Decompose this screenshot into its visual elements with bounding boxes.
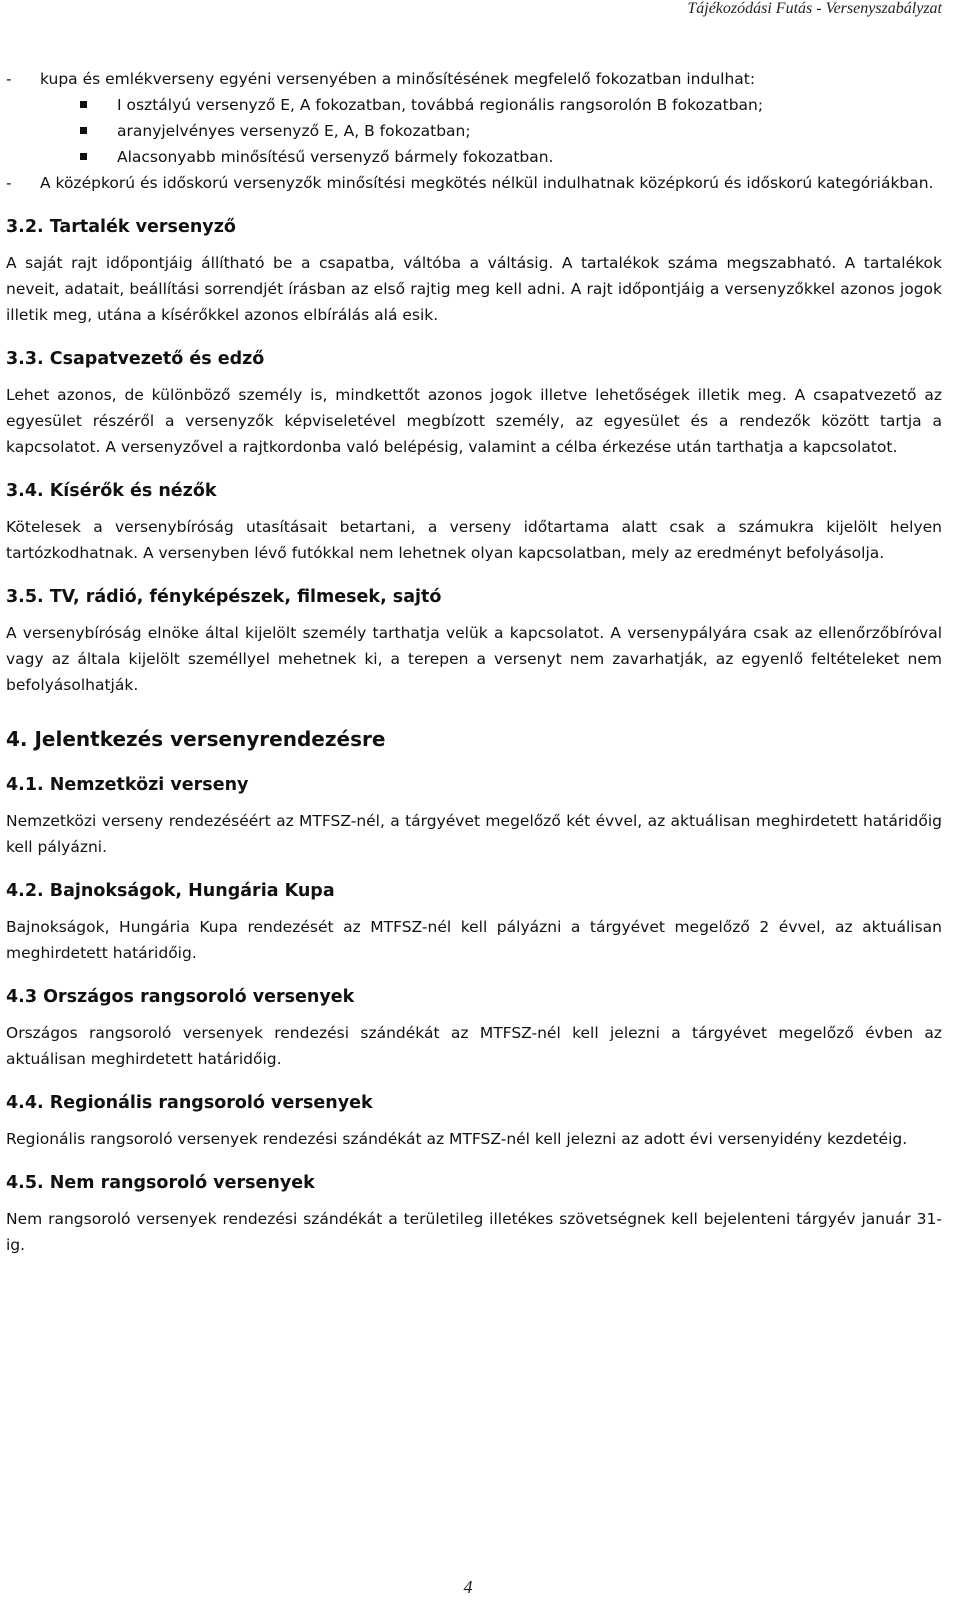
section-heading: 4.3 Országos rangsoroló versenyek (6, 987, 355, 1007)
section-paragraph: Regionális rangsoroló versenyek rendezési szándékát az MTFSZ-nél kell jelezni az adott évi versenyidény kezdetéig. (6, 1130, 908, 1148)
square-bullet-icon (80, 127, 87, 134)
bullet-text: I osztályú versenyző E, A fokozatban, továbbá regionális rangsorolón B fokozatban; (117, 96, 764, 114)
page-number: 4 (463, 1577, 473, 1597)
bullet-item (6, 118, 942, 144)
section-heading: 4.4. Regionális rangsoroló versenyek (6, 1093, 373, 1113)
section-heading: 3.5. TV, rádió, fényképészek, filmesek, sajtó (6, 587, 442, 607)
dash-item (6, 170, 942, 196)
section-heading: 4.2. Bajnokságok, Hungária Kupa (6, 881, 335, 901)
running-header: Tájékozódási Futás - Versenyszabályzat (687, 0, 942, 17)
section-heading: 3.4. Kísérők és nézők (6, 481, 217, 501)
dash-text: kupa és emlékverseny egyéni versenyében a minősítésének megfelelő fokozatban indulhat: (40, 70, 756, 88)
dash-text: A középkorú és időskorú versenyzők minősítési megkötés nélkül indulhatnak középkorú és időskorú kategóriákban. (40, 174, 934, 192)
section-heading: 3.3. Csapatvezető és edző (6, 349, 265, 369)
section-paragraph: A versenybíróság elnöke által kijelölt személy tarthatja velük a kapcsolatot. A versenypályára csak az ellenőrzőbíróval vagy az általa kijelölt személlyel mehetnek ki, a terepen a versenyt nem zavarhatják, az egyenlő feltételeket nem befolyásolhatják. (6, 624, 942, 694)
square-bullet-icon (80, 101, 87, 108)
section-heading: 4.5. Nem rangsoroló versenyek (6, 1173, 315, 1193)
section-paragraph: Nemzetközi verseny rendezéséért az MTFSZ-nél, a tárgyévet megelőző két évvel, az aktuálisan meghirdetett határidőig kell pályázni. (6, 812, 942, 856)
section-paragraph: A saját rajt időpontjáig állítható be a csapatba, váltóba a váltásig. A tartalékok száma megszabható. A tartalékok neveit, adatait, beállítási sorrendjét írásban az első rajtig meg kell adni. A rajt időpontjáig a versenyzőkkel azonos jogok illetik meg, utána a kísérőkkel azonos elbírálás alá esik. (6, 254, 942, 324)
chapter-heading: 4. Jelentkezés versenyrendezésre (6, 727, 386, 751)
section-paragraph: Kötelesek a versenybíróság utasításait betartani, a verseny időtartama alatt csak a számukra kijelölt helyen tartózkodhatnak. A versenyben lévő futókkal nem lehetnek olyan kapcsolatban, mely az eredményt befolyásolja. (6, 518, 942, 562)
bullet-text: aranyjelvényes versenyző E, A, B fokozatban; (117, 122, 471, 140)
bullet-text: Alacsonyabb minősítésű versenyző bármely fokozatban. (117, 148, 554, 166)
bullet-item (6, 92, 942, 118)
section-paragraph: Nem rangsoroló versenyek rendezési szándékát a területileg illetékes szövetségnek kell bejelenteni tárgyév január 31-ig. (6, 1210, 942, 1254)
document-body (6, 66, 942, 1258)
section-heading: 3.2. Tartalék versenyző (6, 217, 236, 237)
dash-marker: - (6, 70, 12, 88)
section-heading: 4.1. Nemzetközi verseny (6, 775, 249, 795)
section-paragraph: Országos rangsoroló versenyek rendezési szándékát az MTFSZ-nél kell jelezni a tárgyévet megelőző évben az aktuálisan meghirdetett határidőig. (6, 1024, 942, 1068)
bullet-item (6, 144, 942, 170)
dash-marker: - (6, 174, 12, 192)
section-paragraph: Bajnokságok, Hungária Kupa rendezését az MTFSZ-nél kell pályázni a tárgyévet megelőző 2 évvel, az aktuálisan meghirdetett határidőig. (6, 918, 942, 962)
square-bullet-icon (80, 153, 87, 160)
section-paragraph: Lehet azonos, de különböző személy is, mindkettőt azonos jogok illetve lehetőségek illetik meg. A csapatvezető az egyesület részéről a versenyzők képviseletével megbízott személy, az egyesület és a rendezők között tartja a kapcsolatot. A versenyzővel a rajtkordonba való belépésig, valamint a célba érkezése után tarthatja a kapcsolatot. (6, 386, 942, 456)
dash-item (6, 66, 942, 92)
